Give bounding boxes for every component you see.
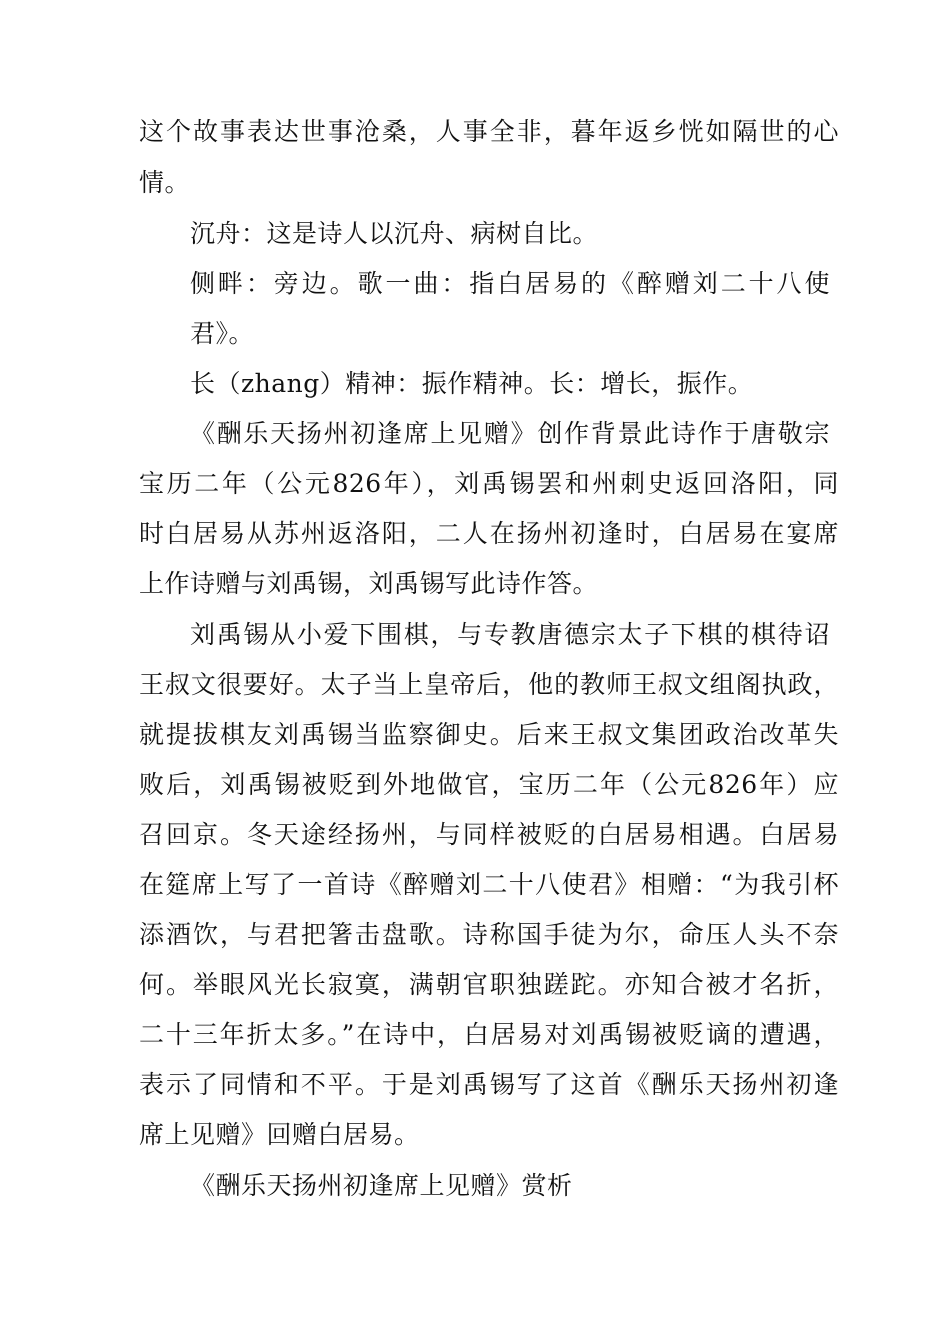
text-line-8: 宝历二年（公元826年），刘禹锡罢和州刺史返回洛阳，同 <box>139 469 839 498</box>
text-line-3: 沉舟：这是诗人以沉舟、病树自比。 <box>190 219 599 248</box>
section-heading: 《酬乐天扬州初逢席上见赠》赏析 <box>190 1171 573 1200</box>
text-line-12: 王叔文很要好。太子当上皇帝后，他的教师王叔文组阁执政， <box>139 670 839 699</box>
text-line-20: 表示了同情和不平。于是刘禹锡写了这首《酬乐天扬州初逢 <box>139 1070 839 1099</box>
text-line-15: 召回京。冬天途经扬州，与同样被贬的白居易相遇。白居易 <box>139 820 839 849</box>
text-line-10: 上作诗赠与刘禹锡，刘禹锡写此诗作答。 <box>139 569 599 598</box>
text-line-9: 时白居易从苏州返洛阳，二人在扬州初逢时，白居易在宴席 <box>139 519 839 548</box>
text-line-18: 何。举眼风光长寂寞，满朝官职独蹉跎。亦知合被才名折， <box>139 970 839 999</box>
text-line-13: 就提拔棋友刘禹锡当监察御史。后来王叔文集团政治改革失 <box>139 720 839 749</box>
text-line-19: 二十三年折太多。”在诗中，白居易对刘禹锡被贬谪的遭遇， <box>139 1020 839 1049</box>
text-line-5: 君》。 <box>190 319 255 348</box>
text-line-1: 这个故事表达世事沧桑，人事全非，暮年返乡恍如隔世的心 <box>139 117 839 146</box>
text-line-16: 在筵席上写了一首诗《醉赠刘二十八使君》相赠：“为我引杯 <box>139 870 839 899</box>
text-line-7: 《酬乐天扬州初逢席上见赠》创作背景此诗作于唐敬宗 <box>190 419 830 448</box>
text-line-21: 席上见赠》回赠白居易。 <box>139 1120 420 1149</box>
text-line-2: 情。 <box>139 168 191 197</box>
text-line-6: 长（zhang）精神：振作精神。长：增长，振作。 <box>190 369 754 398</box>
text-line-11: 刘禹锡从小爱下围棋，与专教唐德宗太子下棋的棋待诏 <box>190 620 830 649</box>
text-line-14: 败后，刘禹锡被贬到外地做官，宝历二年（公元826年）应 <box>139 770 839 799</box>
text-line-17: 添酒饮，与君把箸击盘歌。诗称国手徒为尔，命压人头不奈 <box>139 920 839 949</box>
text-line-4: 侧畔：旁边。歌一曲：指白居易的《醉赠刘二十八使 <box>190 269 830 298</box>
